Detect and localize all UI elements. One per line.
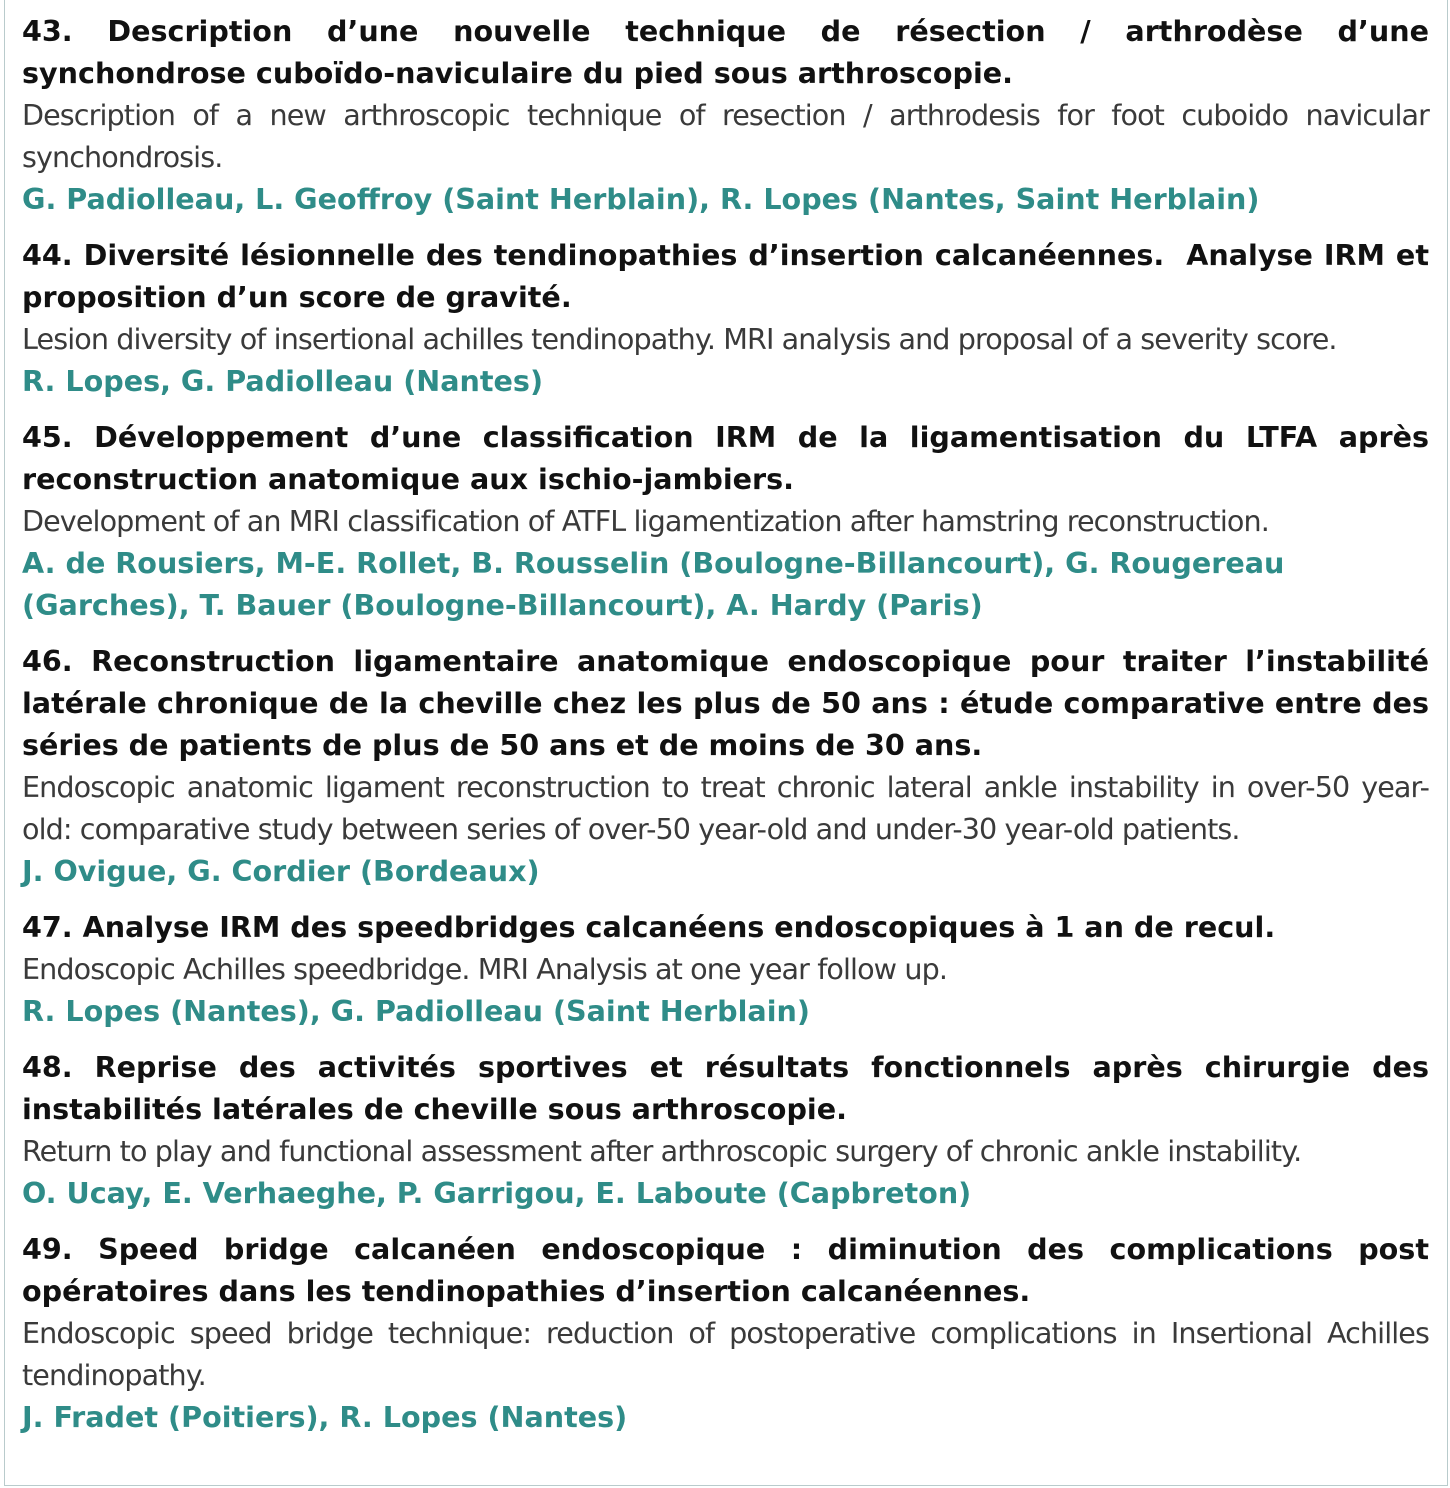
entry-title: 46. Reconstruction ligamentaire anatomique endoscopique pour traiter l’instabilité latérale chronique de la cheville chez les plus de 50 ans : étude comparative entre des séries de patients de plus de 50 ans et de moins de 30 ans. — [22, 644, 1439, 762]
entry-title: 43. Description d’une nouvelle technique de résection / arthrodèse d’une synchondrose cuboïdo-naviculaire du pied sous arthroscopie. — [22, 14, 1439, 90]
abstract-entry-48 — [22, 1046, 1439, 1214]
entry-authors: R. Lopes, G. Padiolleau (Nantes) — [22, 364, 544, 398]
entry-authors: R. Lopes (Nantes), G. Padiolleau (Saint Herblain) — [22, 994, 810, 1028]
entry-authors: J. Fradet (Poitiers), R. Lopes (Nantes) — [22, 1400, 628, 1434]
entry-translation: Return to play and functional assessment after arthroscopic surgery of chronic ankle instability. — [22, 1134, 1302, 1168]
entry-authors: O. Ucay, E. Verhaeghe, P. Garrigou, E. Laboute (Capbreton) — [22, 1176, 972, 1210]
entry-title: 44. Diversité lésionnelle des tendinopathies d’insertion calcanéennes. Analyse IRM et proposition d’un score de gravité. — [22, 238, 1439, 314]
entry-authors: A. de Rousiers, M-E. Rollet, B. Rousselin (Boulogne-Billancourt), G. Rougereau (Garches), T. Bauer (Boulogne-Billancourt), A. Hardy (Paris) — [22, 546, 1285, 622]
entry-translation: Lesion diversity of insertional achilles tendinopathy. MRI analysis and proposal of a severity score. — [22, 322, 1337, 356]
abstract-entry-47 — [22, 906, 1429, 1032]
entry-title: 49. Speed bridge calcanéen endoscopique : diminution des complications post opératoires dans les tendinopathies d’insertion calcanéennes. — [22, 1232, 1439, 1308]
entry-translation: Endoscopic anatomic ligament reconstruction to treat chronic lateral ankle instability in over-50 year-old: comparative study between series of over-50 year-old and under-30 year-old patients. — [22, 770, 1429, 846]
entry-translation: Endoscopic speed bridge technique: reduction of postoperative complications in Insertional Achilles tendinopathy. — [22, 1316, 1429, 1392]
entry-authors: J. Ovigue, G. Cordier (Bordeaux) — [22, 854, 540, 888]
entry-translation: Development of an MRI classification of ATFL ligamentization after hamstring reconstruction. — [22, 504, 1269, 538]
entry-translation: Endoscopic Achilles speedbridge. MRI Analysis at one year follow up. — [22, 952, 948, 986]
abstract-entry-49 — [22, 1228, 1439, 1438]
entry-title: 47. Analyse IRM des speedbridges calcanéens endoscopiques à 1 an de recul. — [22, 910, 1276, 944]
abstract-list — [22, 10, 1439, 1452]
entry-title: 48. Reprise des activités sportives et résultats fonctionnels après chirurgie des instabilités latérales de cheville sous arthroscopie. — [22, 1050, 1439, 1126]
entry-title: 45. Développement d’une classification IRM de la ligamentisation du LTFA après reconstruction anatomique aux ischio-jambiers. — [22, 420, 1439, 496]
abstract-entry-46 — [22, 640, 1439, 892]
entry-translation: Description of a new arthroscopic technique of resection / arthrodesis for foot cuboido navicular synchondrosis. — [22, 98, 1429, 174]
entry-authors: G. Padiolleau, L. Geoffroy (Saint Herblain), R. Lopes (Nantes, Saint Herblain) — [22, 182, 1260, 216]
abstract-entry-45 — [22, 416, 1439, 626]
abstract-entry-44 — [22, 234, 1439, 402]
abstract-entry-43 — [22, 10, 1439, 220]
